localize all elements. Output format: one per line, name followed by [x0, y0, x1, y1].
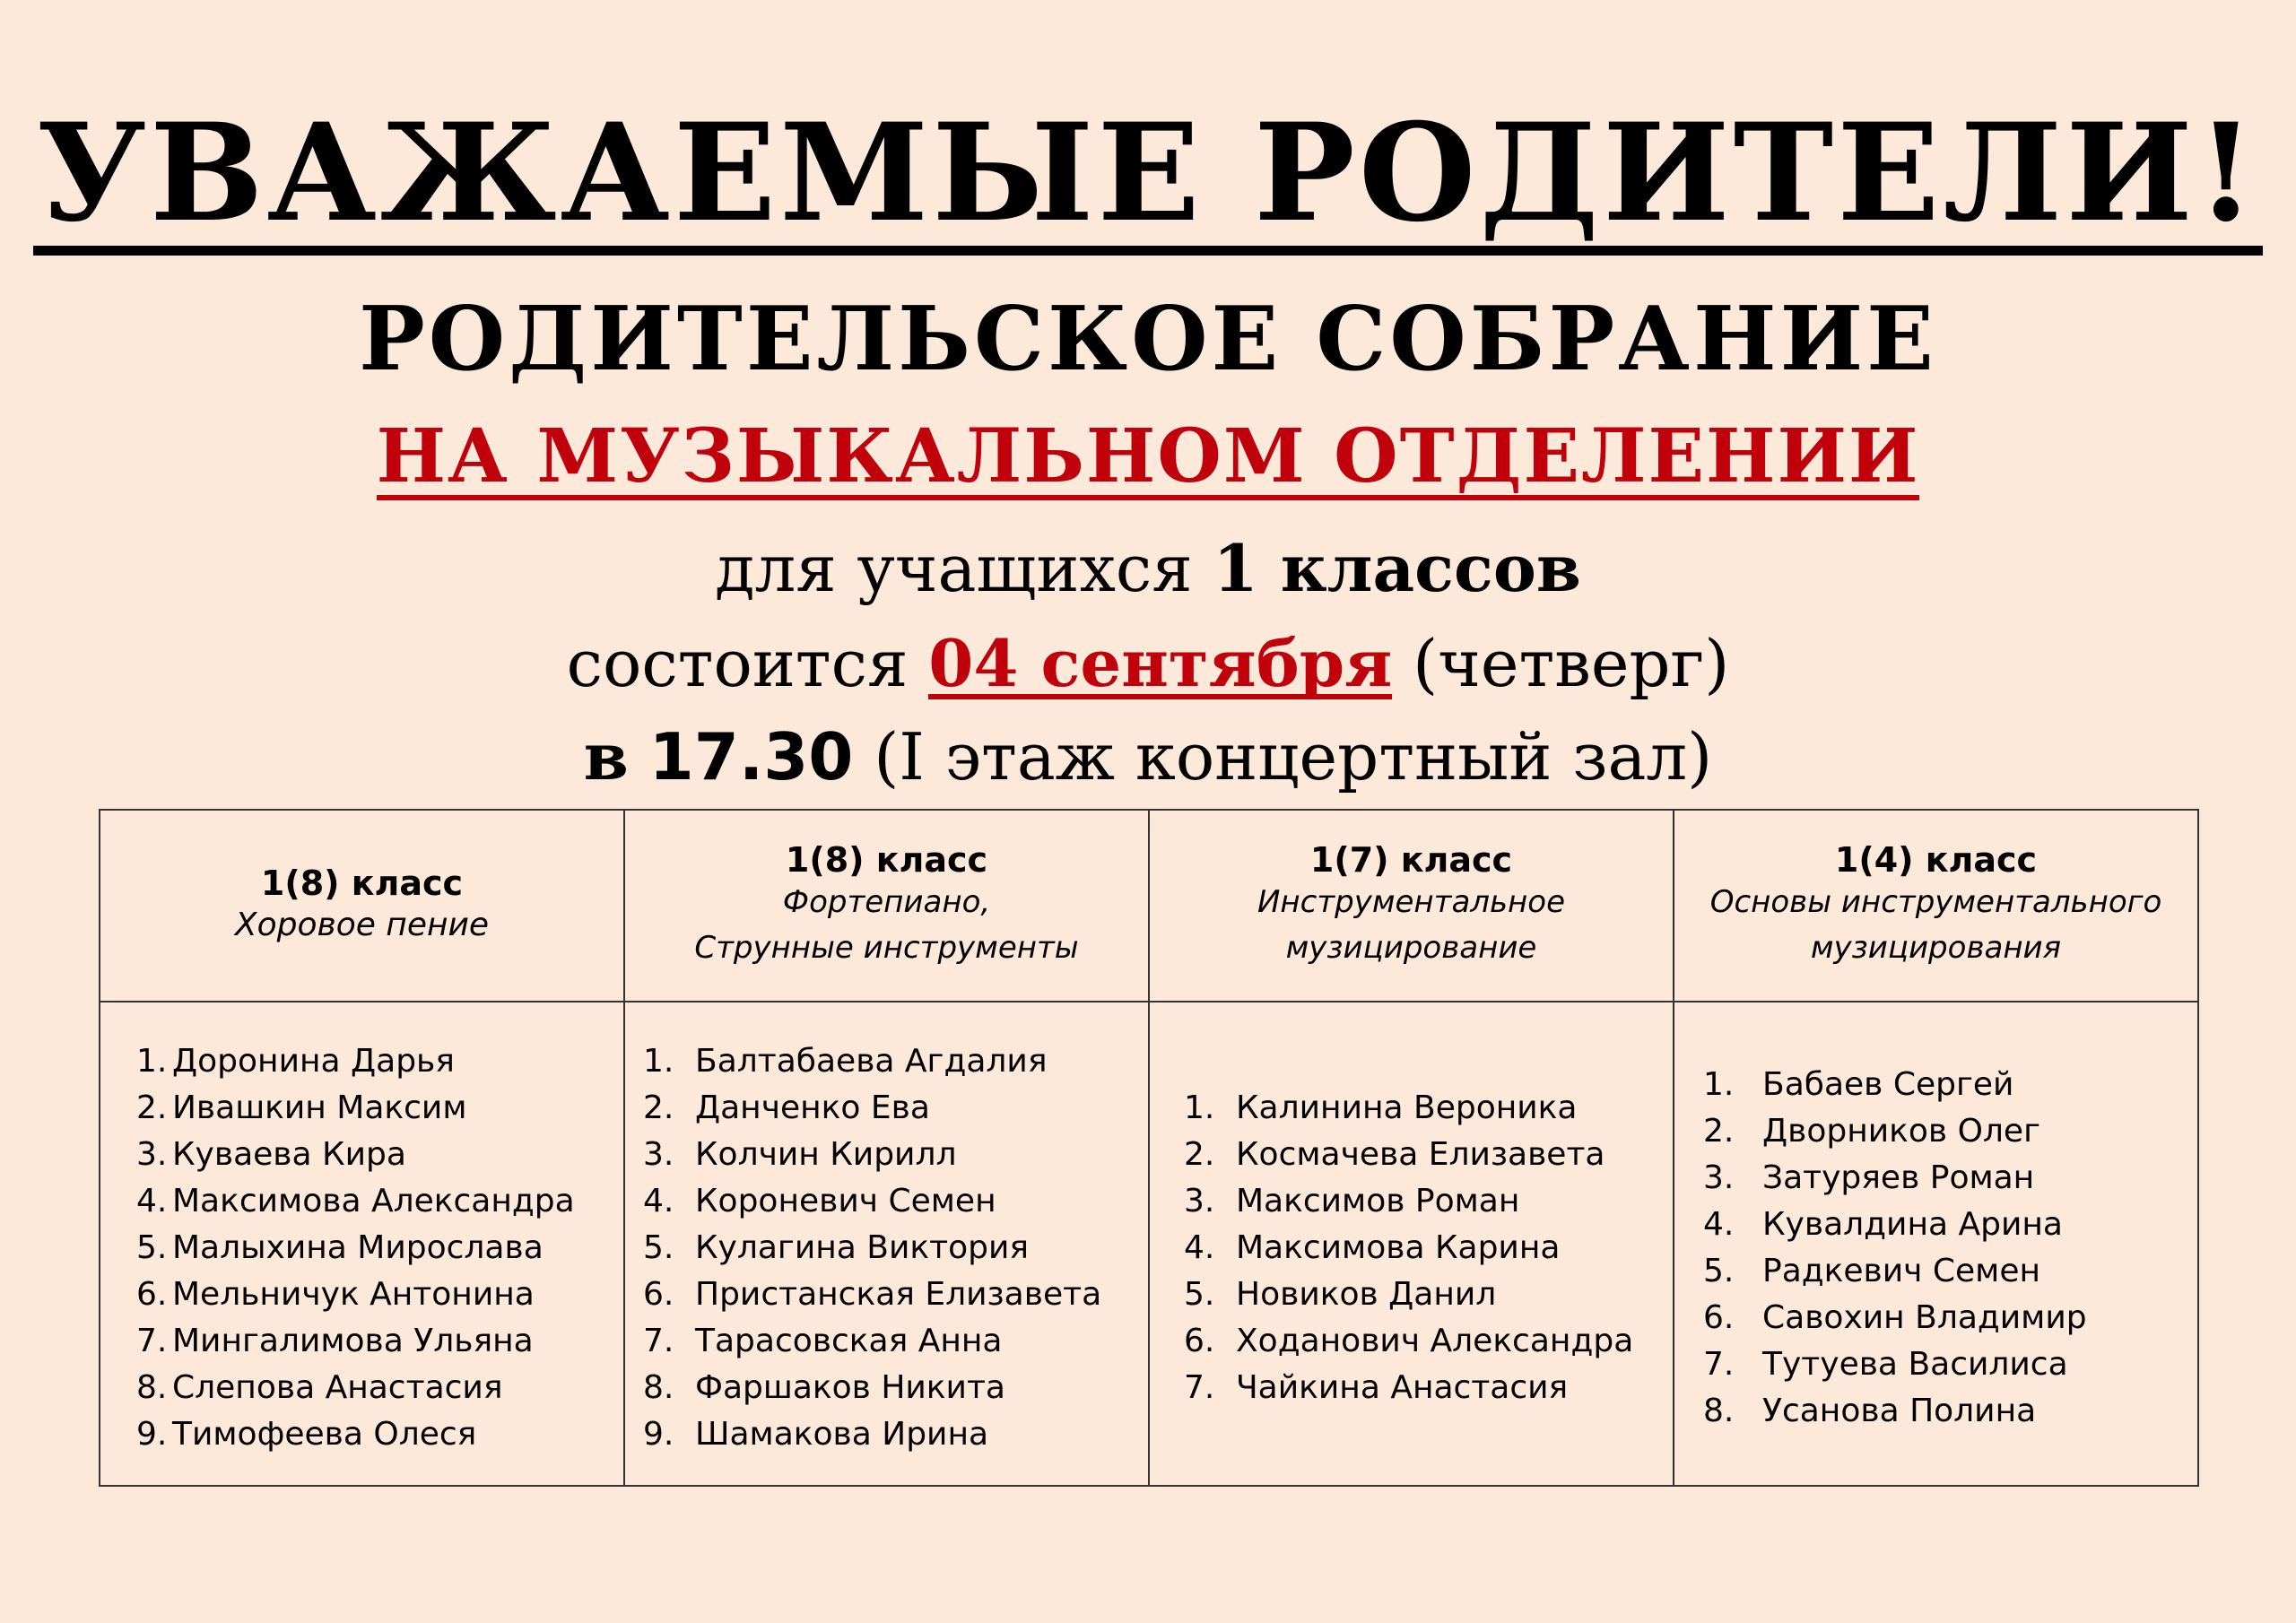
list-item — [1184, 1132, 1673, 1178]
list-item — [643, 1225, 1148, 1271]
list-number: 6. — [643, 1276, 674, 1313]
subject-label: Хоровое пение — [234, 906, 490, 943]
list-number: 2. — [136, 1089, 168, 1126]
class-roster-table — [99, 809, 2199, 1487]
column-header-1 — [100, 810, 624, 1002]
student-name: Савохин Владимир — [1762, 1299, 2087, 1336]
list-number: 7. — [1703, 1346, 1735, 1383]
list-item — [136, 1365, 623, 1411]
student-name: Ходанович Александра — [1236, 1323, 1634, 1359]
list-item — [1184, 1225, 1673, 1271]
list-item — [643, 1178, 1148, 1225]
student-name: Кулагина Виктория — [695, 1229, 1030, 1266]
list-item — [136, 1225, 623, 1271]
student-name: Новиков Данил — [1236, 1276, 1497, 1313]
list-number: 5. — [1184, 1276, 1215, 1313]
list-item — [1703, 1388, 2197, 1435]
date-prefix: состоится — [566, 626, 909, 701]
list-number: 6. — [1703, 1299, 1735, 1336]
student-name: Максимова Карина — [1236, 1229, 1561, 1266]
list-item — [643, 1038, 1148, 1085]
list-number: 6. — [136, 1276, 168, 1313]
list-number: 1. — [136, 1043, 168, 1080]
student-name: Шамакова Ирина — [695, 1416, 989, 1453]
student-name: Мингалимова Ульяна — [172, 1323, 534, 1359]
list-item — [643, 1271, 1148, 1318]
student-name: Чайкина Анастасия — [1236, 1369, 1569, 1406]
students-prefix: для учащихся — [715, 531, 1193, 606]
table-body-row — [100, 1002, 2198, 1486]
class-label: 1(8) класс — [785, 840, 988, 880]
student-list — [625, 1002, 1148, 1458]
list-number: 8. — [643, 1369, 674, 1406]
subject-label: Инструментальное — [1257, 884, 1566, 920]
list-number: 2. — [643, 1089, 674, 1126]
list-item — [136, 1178, 623, 1225]
list-item — [643, 1365, 1148, 1411]
list-item — [1703, 1202, 2197, 1248]
list-number: 3. — [1703, 1159, 1735, 1196]
student-name: Бабаев Сергей — [1762, 1066, 2014, 1103]
class-label: 1(8) класс — [260, 863, 464, 903]
list-item — [643, 1411, 1148, 1458]
list-item — [1184, 1271, 1673, 1318]
list-number: 8. — [1703, 1393, 1735, 1429]
list-number: 5. — [643, 1229, 674, 1266]
list-item — [643, 1085, 1148, 1132]
list-item — [1703, 1108, 2197, 1155]
list-item — [1703, 1295, 2197, 1341]
date-line — [0, 625, 2296, 701]
student-list-cell-4 — [1674, 1002, 2198, 1486]
list-item — [1703, 1062, 2197, 1108]
list-item — [136, 1132, 623, 1178]
subject-label: Струнные инструменты — [694, 930, 1079, 966]
meeting-place: (I этаж концертный зал) — [874, 719, 1713, 794]
column-header-3 — [1149, 810, 1674, 1002]
list-item — [136, 1271, 623, 1318]
student-name: Пристанская Елизавета — [695, 1276, 1102, 1313]
list-number: 4. — [1184, 1229, 1215, 1266]
list-number: 2. — [1184, 1136, 1215, 1173]
student-name: Максимова Александра — [172, 1183, 575, 1219]
list-item — [136, 1411, 623, 1458]
department-text: НА МУЗЫКАЛЬНОМ ОТДЕЛЕНИИ — [376, 413, 1920, 499]
student-name: Колчин Кирилл — [695, 1136, 957, 1173]
student-list — [100, 1002, 623, 1458]
student-name: Усанова Полина — [1762, 1393, 2037, 1429]
meeting-date: 04 сентября — [928, 625, 1393, 701]
list-number: 8. — [136, 1369, 168, 1406]
column-header-4 — [1674, 810, 2198, 1002]
subject-label: музицирование — [1285, 930, 1537, 966]
student-name: Космачева Елизавета — [1236, 1136, 1605, 1173]
list-item — [1703, 1155, 2197, 1202]
student-list-cell-3 — [1149, 1002, 1674, 1486]
list-item — [1184, 1365, 1673, 1411]
student-name: Балтабаева Агдалия — [695, 1043, 1048, 1080]
list-item — [136, 1318, 623, 1365]
subject-label: музицирования — [1810, 930, 2062, 966]
student-name: Фаршаков Никита — [695, 1369, 1005, 1406]
subtitle: РОДИТЕЛЬСКОЕ СОБРАНИЕ — [359, 288, 1937, 391]
list-item — [1184, 1085, 1673, 1132]
student-name: Малыхина Мирослава — [172, 1229, 544, 1266]
student-name: Кувалдина Арина — [1762, 1206, 2063, 1243]
list-number: 3. — [643, 1136, 674, 1173]
meeting-weekday: (четверг) — [1413, 626, 1730, 701]
column-header-2 — [624, 810, 1149, 1002]
list-number: 2. — [1703, 1113, 1735, 1150]
student-name: Калинина Вероника — [1236, 1089, 1578, 1126]
student-name: Тимофеева Олеся — [172, 1416, 477, 1453]
list-item — [1703, 1248, 2197, 1295]
list-number: 9. — [643, 1416, 674, 1453]
student-name: Тарасовская Анна — [695, 1323, 1003, 1359]
student-name: Радкевич Семен — [1762, 1253, 2041, 1289]
list-item — [136, 1038, 623, 1085]
student-name: Куваева Кира — [172, 1136, 406, 1173]
list-number: 5. — [1703, 1253, 1735, 1289]
list-item — [1184, 1178, 1673, 1225]
list-number: 7. — [1184, 1369, 1215, 1406]
subject-label: Фортепиано, — [782, 884, 991, 920]
list-number: 5. — [136, 1229, 168, 1266]
list-number: 4. — [1703, 1206, 1735, 1243]
list-number: 1. — [643, 1043, 674, 1080]
time-line — [0, 718, 2296, 794]
student-list-cell-2 — [624, 1002, 1149, 1486]
student-name: Данченко Ева — [695, 1089, 930, 1126]
list-item — [643, 1132, 1148, 1178]
student-name: Мельничук Антонина — [172, 1276, 535, 1313]
list-item — [1184, 1318, 1673, 1365]
subject-label: Основы инструментального — [1709, 884, 2162, 920]
time-prefix: в — [583, 718, 629, 794]
students-line — [0, 530, 2296, 606]
list-number: 4. — [643, 1183, 674, 1219]
list-number: 7. — [136, 1323, 168, 1359]
student-list — [1674, 1002, 2197, 1435]
student-name: Затуряев Роман — [1762, 1159, 2035, 1196]
list-item — [136, 1085, 623, 1132]
list-item — [643, 1318, 1148, 1365]
list-number: 7. — [643, 1323, 674, 1359]
list-number: 1. — [1703, 1066, 1735, 1103]
list-number: 3. — [136, 1136, 168, 1173]
students-classes: 1 классов — [1213, 530, 1581, 606]
list-number: 1. — [1184, 1089, 1215, 1126]
list-item — [1703, 1341, 2197, 1388]
student-list-cell-1 — [100, 1002, 624, 1486]
student-name: Короневич Семен — [695, 1183, 996, 1219]
list-number: 6. — [1184, 1323, 1215, 1359]
student-name: Тутуева Василиса — [1762, 1346, 2068, 1383]
table-header-row — [100, 810, 2198, 1002]
student-name: Слепова Анастасия — [172, 1369, 503, 1406]
student-name: Максимов Роман — [1236, 1183, 1520, 1219]
student-name: Доронина Дарья — [172, 1043, 455, 1080]
list-number: 4. — [136, 1183, 168, 1219]
meeting-time: 17.30 — [648, 719, 854, 794]
student-name: Дворников Олег — [1762, 1113, 2040, 1150]
class-label: 1(4) класс — [1834, 840, 2038, 880]
headline-text: УВАЖАЕМЫЕ РОДИТЕЛИ! — [33, 106, 2263, 256]
student-name: Ивашкин Максим — [172, 1089, 467, 1126]
list-number: 9. — [136, 1416, 168, 1453]
class-label: 1(7) класс — [1309, 840, 1513, 880]
student-list — [1150, 1002, 1673, 1411]
list-number: 3. — [1184, 1183, 1215, 1219]
department — [0, 413, 2296, 500]
headline — [0, 94, 2296, 256]
